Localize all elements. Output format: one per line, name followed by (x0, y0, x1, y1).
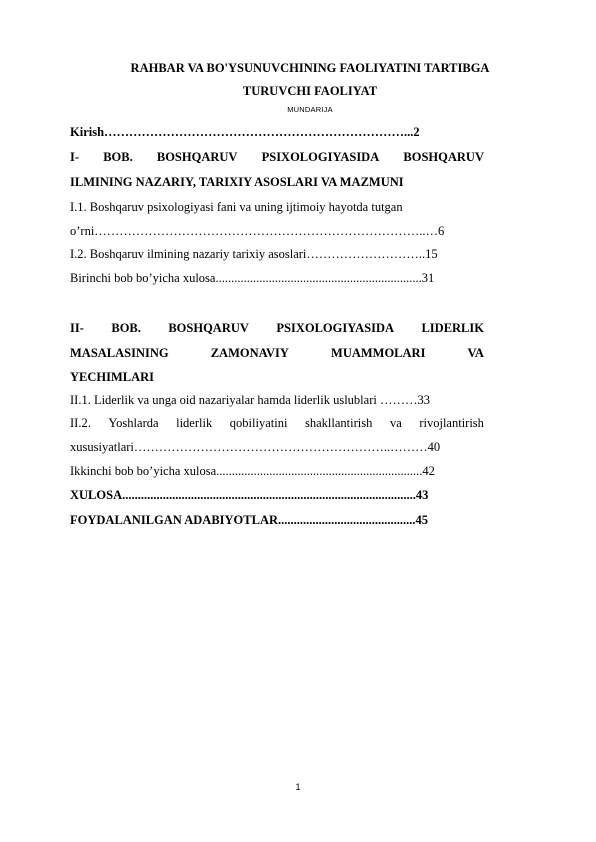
heading-word: PSIXOLOGIYASIDA (261, 150, 380, 164)
toc-entry-chapter-1-summary: Birinchi bob bo’yicha xulosa..................................................................31 (70, 271, 435, 285)
heading-word: I- (70, 150, 80, 164)
toc-chapter-2-heading-line-2 (70, 342, 484, 364)
heading-word: VA (467, 346, 484, 360)
toc-chapter-2-heading-line-3: YECHIMLARI (70, 370, 155, 384)
toc-entry-references: FOYDALANILGAN ADABIYOTLAR............................................45 (70, 513, 429, 527)
heading-word: PSIXOLOGIYASIDA (276, 321, 395, 335)
toc-chapter-1-heading-line-2: ILMINING NAZARIY, TARIXIY ASOSLARI VA MAZMUNI (70, 175, 404, 189)
toc-entry-chapter-2-summary: Ikkinchi bob bo’yicha xulosa..................................................................42 (70, 464, 435, 478)
toc-entry-conclusion: XULOSA..............................................................................................43 (70, 488, 429, 502)
heading-word: ZAMONAVIY (210, 346, 289, 360)
page-number: 1 (295, 782, 301, 792)
heading-word: BOB. (103, 150, 133, 164)
heading-word: BOSHQARUV (168, 321, 249, 335)
toc-chapter-2-heading-line-1 (70, 317, 484, 339)
toc-entry-kirish: Kirish………………………………………………………………...2 (70, 125, 420, 139)
entry-word: qobiliyatini (229, 416, 288, 430)
toc-entry-2-2-line-1 (70, 412, 484, 434)
heading-word: BOSHQARUV (403, 150, 484, 164)
entry-word: va (389, 416, 402, 430)
toc-entry-2-1: II.1. Liderlik va unga oid nazariyalar hamda liderlik uslublari ………33 (70, 393, 430, 407)
entry-word: Yoshlarda (108, 416, 159, 430)
heading-word: MUAMMOLARI (331, 346, 426, 360)
entry-word: liderlik (176, 416, 213, 430)
toc-chapter-1-heading-line-1 (70, 146, 484, 168)
toc-entry-2-2-line-2: xususiyatlari……………………………………………………..………40 (70, 440, 441, 454)
entry-word: shakllantirish (305, 416, 373, 430)
toc-entry-1-1-line-2: o’rni……………………………………………………………………..…6 (70, 224, 445, 238)
toc-entry-1-2: I.2. Boshqaruv ilmining nazariy tarixiy asoslari………………………..15 (70, 247, 438, 261)
toc-heading: MUNDARIJA (287, 105, 333, 114)
heading-word: BOSHQARUV (156, 150, 238, 164)
entry-word: rivojlantirish (419, 416, 484, 430)
toc-entry-1-1-line-1: I.1. Boshqaruv psixologiyasi fani va uning ijtimoiy hayotda tutgan (70, 200, 403, 214)
heading-word: LIDERLIK (421, 321, 484, 335)
document-title-line-2: TURUVCHI FAOLIYAT (242, 84, 378, 98)
entry-word: II.2. (70, 416, 91, 430)
heading-word: BOB. (111, 321, 141, 335)
heading-word: MASALASINING (70, 346, 169, 360)
document-title-line-1: RAHBAR VA BO'YSUNUVCHINING FAOLIYATINI TARTIBGA (130, 61, 490, 75)
heading-word: II- (70, 321, 84, 335)
